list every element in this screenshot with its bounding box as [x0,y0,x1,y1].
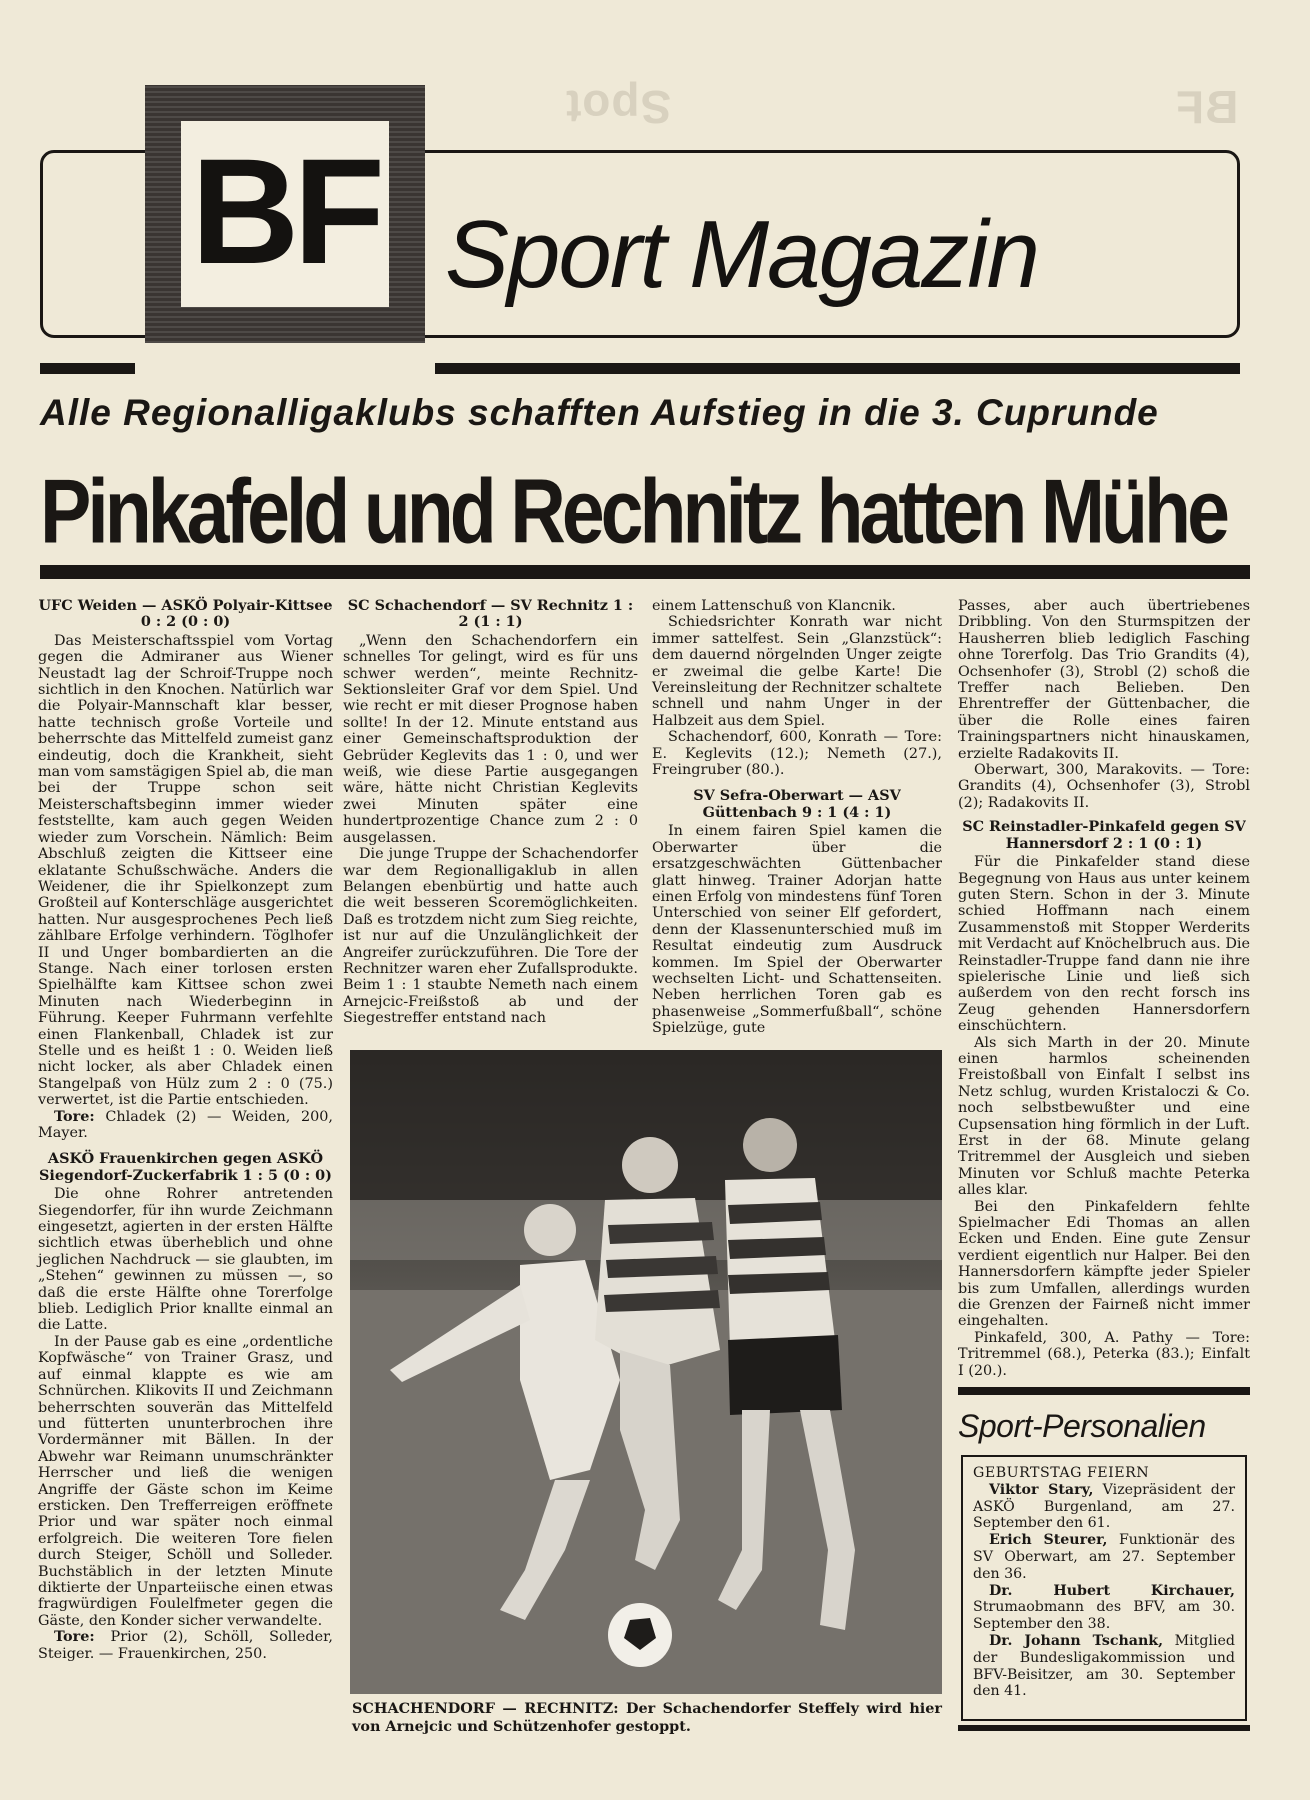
paragraph: Schiedsrichter Konrath war nicht immer sattelfest. Sein „Glanzstück“: dem dauernd nörgelnden Unger zeigte er zweimal die gelbe Karte! Die Vereinsleitung der Rechnitzer schaltete schnell und nahm Unger in der Halbzeit aus dem Spiel. [652,614,942,729]
paragraph: Oberwart, 300, Marakovits. — Tore: Grandits (4), Ochsenhofer (3), Strobl (2); Radakovits II. [958,762,1250,811]
article-column-1 [38,598,333,1662]
personalien-item [973,1532,1235,1582]
person-name: Dr. Johann Tschank, [989,1632,1164,1649]
match-heading: UFC Weiden — ASKÖ Polyair-Kittsee 0 : 2 (0 : 0) [38,597,333,631]
match-photo [350,1050,942,1694]
person-name: Viktor Stary, [989,1481,1094,1498]
article-column-3 [652,598,942,1037]
kicker: Alle Regionalligaklubs schafften Aufstieg in die 3. Cuprunde [40,392,1159,433]
person-text: Vizepräsident der ASKÖ Burgenland, am 27. September den 61. [973,1481,1236,1532]
paragraph: Für die Pinkafelder stand diese Begegnung von Haus aus unter keinem guten Stern. Schon in der 3. Minute schied Hoffmann nach einem Zusammenstoß mit Stopper Werderits mit Verdacht auf Knöchelbruch aus. Die Reinstadler-Truppe fand dann nie ihre spielerische Linie und ließ sich außerdem von den recht forsch ins Zeug gehenden Hannersdorfern einschüchtern. [958,854,1250,1035]
personalien-item [973,1583,1235,1633]
tore-text: Prior (2), Schöll, Solleder, Steiger. — Frauenkirchen, 250. [38,1629,333,1662]
person-name: Erich Steurer, [989,1532,1108,1549]
divider [435,363,1240,374]
bleed-through-text: BF [1175,81,1239,133]
match-heading: SC Schachendorf — SV Rechnitz 1 : 2 (1 : 1) [347,597,634,631]
paragraph: In einem fairen Spiel kamen die Oberwarter über die ersatzgeschwächten Güttenbacher glatt hinweg. Trainer Adorjan hatte einen Erfolg von mindestens fünf Toren Unterschied von seiner Elf gefordert, denn der Klassenunterschied muß im Resultat eindeutig zum Ausdruck kommen. Im Spiel der Oberwarter wechselten Licht- und Schattenseiten. Neben herrlichen Toren gab es phasenweise „Sommerfußball“, schöne Spielzüge, gute [652,823,942,1037]
divider [40,565,1250,579]
score-line [38,1109,333,1142]
paragraph: Bei den Pinkafeldern fehlte Spielmacher Edi Thomas an allen Ecken und Enden. Eine gute Zensur verdient eigentlich nur Halper. Bei den Hannersdorfern kämpfte jeder Spieler bis zum Umfallen, allerdings wurden die Grenzen der Fairneß nicht immer eingehalten. [958,1198,1250,1330]
article-column-2 [343,598,638,1027]
paragraph: In der Pause gab es eine „ordentliche Kopfwäsche“ von Trainer Grasz, und auf einmal klappte es wie am Schnürchen. Klikovits II und Zeichmann beherrschten souverän das Mittelfeld und fütterten ununterbrochen ihre Vordermänner mit Bällen. In der Abwehr war Reimann unumschränkter Herrscher und ließ die wenigen Angriffe der Gäste schon im Keime ersticken. Den Trefferreigen eröffnete Prior und war später noch einmal erfolgreich. Die weiteren Tore fielen durch Steiger, Schöll und Solleder. Buchstäblich in der letzten Minute diktierte der Unparteiische einen etwas fragwürdigen Foulelfmeter gegen die Gäste, den Konder sicher verwandelte. [38,1333,333,1629]
person-text: Strumaobmann des BFV, am 30. September den 38. [973,1599,1235,1633]
photo-caption: SCHACHENDORF — RECHNITZ: Der Schachendorfer Steffely wird hier von Arnejcic und Schützenhofer gestoppt. [352,1700,942,1735]
photo-illustration [350,1050,942,1694]
paragraph: Als sich Marth in der 20. Minute einen harmlos scheinenden Freistoßball von Einfalt I selbst ins Netz schlug, wurden Kristaloczi & Co. noch selbstbewußter und eine Cupsensation hing förmlich in der Luft. Erst in der 68. Minute gelang Tritremmel der Ausgleich und sieben Minuten vor Schluß machte Peterka alles klar. [958,1034,1250,1199]
personalien-heading: GEBURTSTAG FEIERN [973,1465,1150,1481]
match-heading: SV Sefra-Oberwart — ASV Güttenbach 9 : 1 (4 : 1) [693,787,901,821]
headline: Pinkafeld und Rechnitz hatten Mühe [40,460,1226,563]
tore-label: Tore: [54,1107,95,1125]
paragraph: Das Meisterschaftsspiel vom Vortag gegen die Admiraner aus Wiener Neustadt lag der Schroif-Truppe noch sichtlich in den Knochen. Natürlich war die Polyair-Mannschaft klar besser, hatte technisch große Vorteile und beherrschte das Mittelfeld zumeist ganz eindeutig, doch die Krankheit, sieht man vom samstägigen Spiel ab, die man bei der Truppe schon seit Meisterschaftsbeginn immer wieder feststellte, kam auch gegen Weiden wieder zum Vorschein. Nämlich: Beim Abschluß zeigten die Kittseer eine eklatante Schußschwäche. Anders die Weidener, die ihr Spielkonzept zum Großteil auf Konterschläge ausgerichtet hatten. Nur ausgesprochenes Pech ließ zählbare Erfolge verhindern. Töglhofer II und Unger bombardierten an die Stange. Nach einer torlosen ersten Spielhälfte kam Kittsee schon zwei Minuten nach Wiederbeginn in Führung. Keeper Fuhrmann verfehlte einen Flankenball, Chladek ist zur Stelle und es heißt 1 : 0. Weiden ließ nicht locker, als aber Chladek einen Stangelpaß von Hülz zum 2 : 0 (75.) verwertet, ist die Partie entschieden. [38,632,333,1109]
paragraph: Passes, aber auch übertriebenes Dribbling. Von den Sturmspitzen der Hausherren blieb lediglich Fasching ohne Torerfolg. Das Trio Grandits (4), Ochsenhofer (3), Strobl (2) schoß die Treffer nach Belieben. Den Ehrentreffer der Güttenbacher, die über die Rolle eines fairen Trainingspartners nicht hinauskamen, erzielte Radakovits II. [958,598,1250,762]
paragraph: Die junge Truppe der Schachendorfer war dem Regionalligaklub in allen Belangen ebenbürtig und hatte auch die weit besseren Scoremöglichkeiten. Daß es trotzdem nicht zum Sieg reichte, ist nur auf die Unzulänglichkeit der Angreifer zurückzuführen. Die Tore der Rechnitzer waren eher Zufallsprodukte. Beim 1 : 1 staubte Nemeth nach einem Arnejcic-Freißstoß ab und der Siegestreffer entstand nach [343,846,639,1027]
personalien-item [973,1633,1235,1700]
person-text: Funktionär des SV Oberwart, am 27. September den 36. [973,1532,1235,1582]
personalien-box [961,1455,1247,1721]
match-heading: SC Reinstadler-Pinkafeld gegen SV Hannersdorf 2 : 1 (0 : 1) [962,818,1246,852]
bleed-through-text: Spot [565,81,672,133]
divider [40,363,135,374]
bf-logo [145,85,425,343]
bf-logo-text: BF [191,127,379,295]
divider [958,1725,1250,1731]
paragraph: „Wenn den Schachendorfern ein schnelles Tor gelingt, wird es für uns schwer werden“, meinte Rechnitz-Sektionsleiter Graf vor dem Spiel. Und wie recht er mit dieser Prognose haben sollte! In der 12. Minute entstand aus einer Gemeinschaftsproduktion der Gebrüder Keglevits das 1 : 0, und wer weiß, wie diese Partie ausgegangen wäre, hätte nicht Christian Keglevits zwei Minuten später eine hundertprozentige Chance zum 2 : 0 ausgelassen. [343,632,638,846]
paragraph: einem Lattenschuß von Klancnik. [652,598,896,614]
paragraph: Die ohne Rohrer antretenden Siegendorfer, für ihn wurde Zeichmann eingesetzt, agierten in der ersten Hälfte sichtlich etwas überheblich und ohne jeglichen Nachdruck — sie glaubten, im „Stehen“ gewinnen zu müssen —, so daß die erste Hälfte ohne Torerfolge blieb. Lediglich Prior knallte einmal an die Latte. [38,1186,333,1334]
article-column-4 [958,598,1250,1379]
tore-text: Chladek (2) — Weiden, 200, Mayer. [38,1108,333,1141]
paragraph: Schachendorf, 600, Konrath — Tore: E. Keglevits (12.); Nemeth (27.), Freingruber (80.). [652,729,942,779]
person-text: Mitglied der Bundesligakommission und BFV-Beisitzer, am 30. September den 41. [973,1632,1235,1700]
personalien-item [973,1482,1235,1532]
match-heading: ASKÖ Frauenkirchen gegen ASKÖ Siegendorf-Zuckerfabrik 1 : 5 (0 : 0) [39,1150,332,1184]
score-line [38,1629,333,1662]
divider [958,1387,1250,1395]
personalien-title: Sport-Personalien [958,1408,1206,1444]
person-name: Dr. Hubert Kirchauer, [989,1582,1235,1599]
tore-label: Tore: [54,1628,95,1646]
paragraph: Pinkafeld, 300, A. Pathy — Tore: Tritremmel (68.), Peterka (83.); Einfalt I (20.). [958,1329,1250,1379]
magazine-title: Sport Magazin [445,201,1038,308]
